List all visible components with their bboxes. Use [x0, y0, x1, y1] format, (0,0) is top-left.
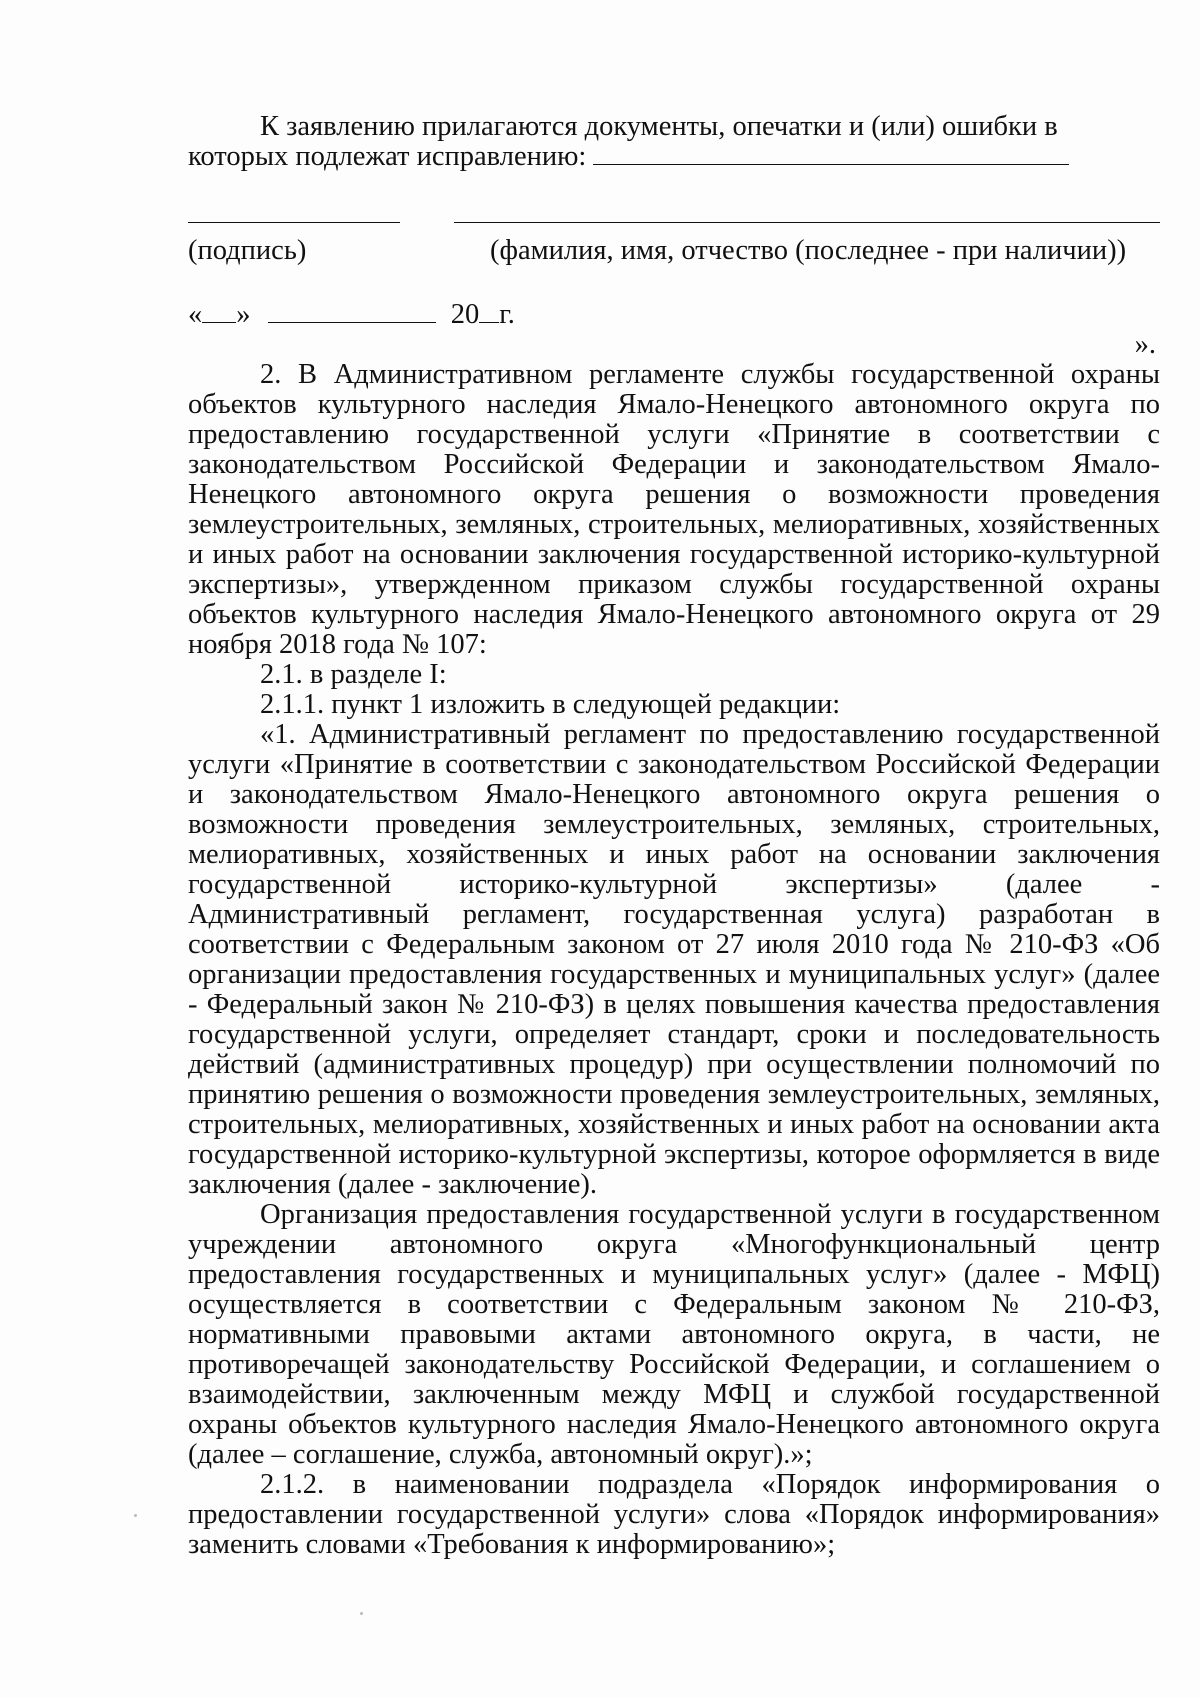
attachments-line-1: К заявлению прилагаются документы, опечатки и (или) ошибки в — [260, 111, 1058, 142]
fullname-line — [454, 222, 1160, 223]
paragraph-2-1: 2.1. в разделе I: — [260, 659, 447, 690]
year-suffix: г. — [499, 299, 515, 330]
paragraph-2-1-2: 2.1.2. в наименовании подраздела «Порядок информирования о предоставлении государственной услуги» слова «Порядок информирования» заменить словами «Требования к информированию»; — [188, 1469, 1160, 1560]
day-blank — [202, 300, 236, 323]
date-row — [188, 300, 515, 330]
attachments-blank-line — [593, 142, 1069, 165]
closing-quote-mark: ». — [1134, 329, 1156, 360]
year-prefix: 20 — [450, 299, 480, 330]
paragraph-quoted-1: «1. Административный регламент по предоставлению государственной услуги «Принятие в соответствии с законодательством Российской Федерации и законодательством Ямало-Ненецкого автономного округа решения о возможности проведения землеустроительных, земляных, строительных, мелиоративных, хозяйственных и иных работ на основании заключения государственной историко-культурной экспертизы» (далее - Административный регламент, государственная услуга) разработан в соответствии с Федеральным законом от 27 июля 2010 года № 210-ФЗ «Об организации предоставления государственных и муниципальных услуг» (далее - Федеральный закон № 210-ФЗ) в целях повышения качества предоставления государственной услуги, определяет стандарт, сроки и последовательность действий (административных процедур) при осуществлении полномочий по принятию решения о возможности проведения землеустроительных, земляных, строительных, мелиоративных, хозяйственных и иных работ на основании акта государственной историко-культурной экспертизы, которое оформляется в виде заключения (далее - заключение). — [188, 719, 1160, 1200]
fullname-label: (фамилия, имя, отчество (последнее - при наличии)) — [490, 235, 1127, 266]
signature-line — [188, 222, 400, 223]
attachments-line-2 — [188, 142, 1160, 172]
year-blank — [479, 300, 499, 323]
date-close-quote: » — [236, 299, 251, 330]
body-text — [188, 360, 1160, 1560]
date-open-quote: « — [188, 299, 203, 330]
paragraph-2-1-1: 2.1.1. пункт 1 изложить в следующей редакции: — [260, 689, 841, 720]
scan-speck — [360, 1612, 363, 1615]
month-blank — [268, 300, 436, 323]
scan-speck — [134, 1514, 137, 1517]
attachments-block — [188, 112, 1160, 172]
signature-label: (подпись) — [188, 235, 307, 266]
paragraph-2: 2. В Административном регламенте службы государственной охраны объектов культурного наследия Ямало-Ненецкого автономного округа по предоставлению государственной услуги «Принятие в соответствии с законодательством Российской Федерации и законодательством Ямало-Ненецкого автономного округа решения о возможности проведения землеустроительных, земляных, строительных, мелиоративных, хозяйственных и иных работ на основании заключения государственной историко-культурной экспертизы», утвержденном приказом службы государственной охраны объектов культурного наследия Ямало-Ненецкого автономного округа от 29 ноября 2018 года № 107: — [188, 359, 1160, 660]
paragraph-mfc: Организация предоставления государственной услуги в государственном учреждении автономного округа «Многофункциональный центр предоставления государственных и муниципальных услуг» (далее - МФЦ) осуществляется в соответствии с Федеральным законом № 210-ФЗ, нормативными правовыми актами автономного округа, в части, не противоречащей законодательству Российской Федерации, и соглашением о взаимодействии, заключенным между МФЦ и службой государственной охраны объектов культурного наследия Ямало-Ненецкого автономного округа (далее – соглашение, служба, автономный округ).»; — [188, 1199, 1160, 1470]
signature-row — [188, 222, 1160, 282]
attachments-line-2-text: которых подлежат исправлению: — [188, 141, 587, 172]
